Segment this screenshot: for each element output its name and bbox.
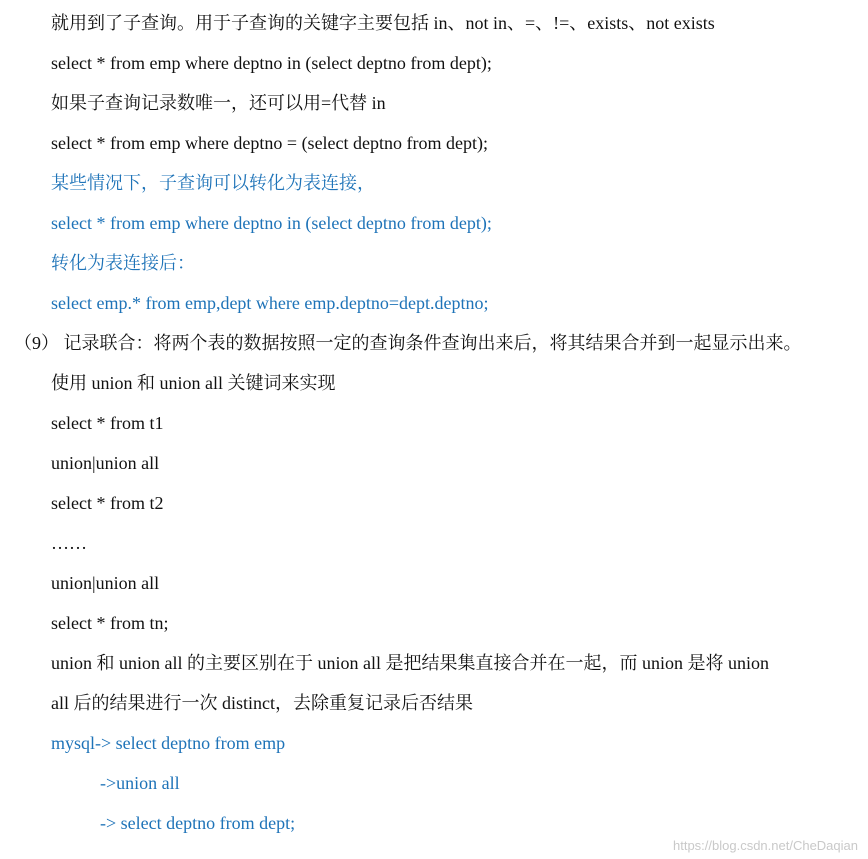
code-line: select * from t1 xyxy=(51,413,164,433)
code-line: select * from t2 xyxy=(51,493,164,513)
code-line: select * from emp where deptno = (select deptno from dept); xyxy=(51,133,489,153)
highlight-code-line: mysql-> select deptno from emp xyxy=(51,733,286,753)
text-line: union 和 union all 的主要区别在于 union all 是把结果集直接合并在一起，而 union 是将 union xyxy=(51,653,769,673)
highlight-code-line: select emp.* from emp,dept where emp.deptno=dept.deptno; xyxy=(51,293,489,313)
highlight-text-line: 某些情况下，子查询可以转化为表连接， xyxy=(51,173,375,193)
text-line: 就用到了子查询。用于子查询的关键字主要包括 in、not in、=、!=、exists、not exists xyxy=(51,13,715,33)
highlight-code-line: select * from emp where deptno in (select deptno from dept); xyxy=(51,213,492,233)
watermark-text: https://blog.csdn.net/CheDaqian xyxy=(672,838,858,853)
text-line: 使用 union 和 union all 关键词来实现 xyxy=(51,373,336,393)
section-heading-9: （9） 记录联合：将两个表的数据按照一定的查询条件查询出来后，将其结果合并到一起显示出来。 xyxy=(14,333,802,353)
highlight-code-line: ->union all xyxy=(100,773,180,793)
code-line: select * from tn; xyxy=(51,613,169,633)
highlight-text-line: 转化为表连接后： xyxy=(51,253,195,273)
code-line: select * from emp where deptno in (select deptno from dept); xyxy=(51,53,492,73)
highlight-code-line: -> select deptno from dept; xyxy=(100,813,296,833)
code-line: union|union all xyxy=(51,573,160,593)
text-line: all 后的结果进行一次 distinct，去除重复记录后否结果 xyxy=(51,693,473,713)
text-line: 如果子查询记录数唯一，还可以用=代替 in xyxy=(51,93,386,113)
code-line: union|union all xyxy=(51,453,160,473)
ellipsis-line: …… xyxy=(51,533,87,553)
